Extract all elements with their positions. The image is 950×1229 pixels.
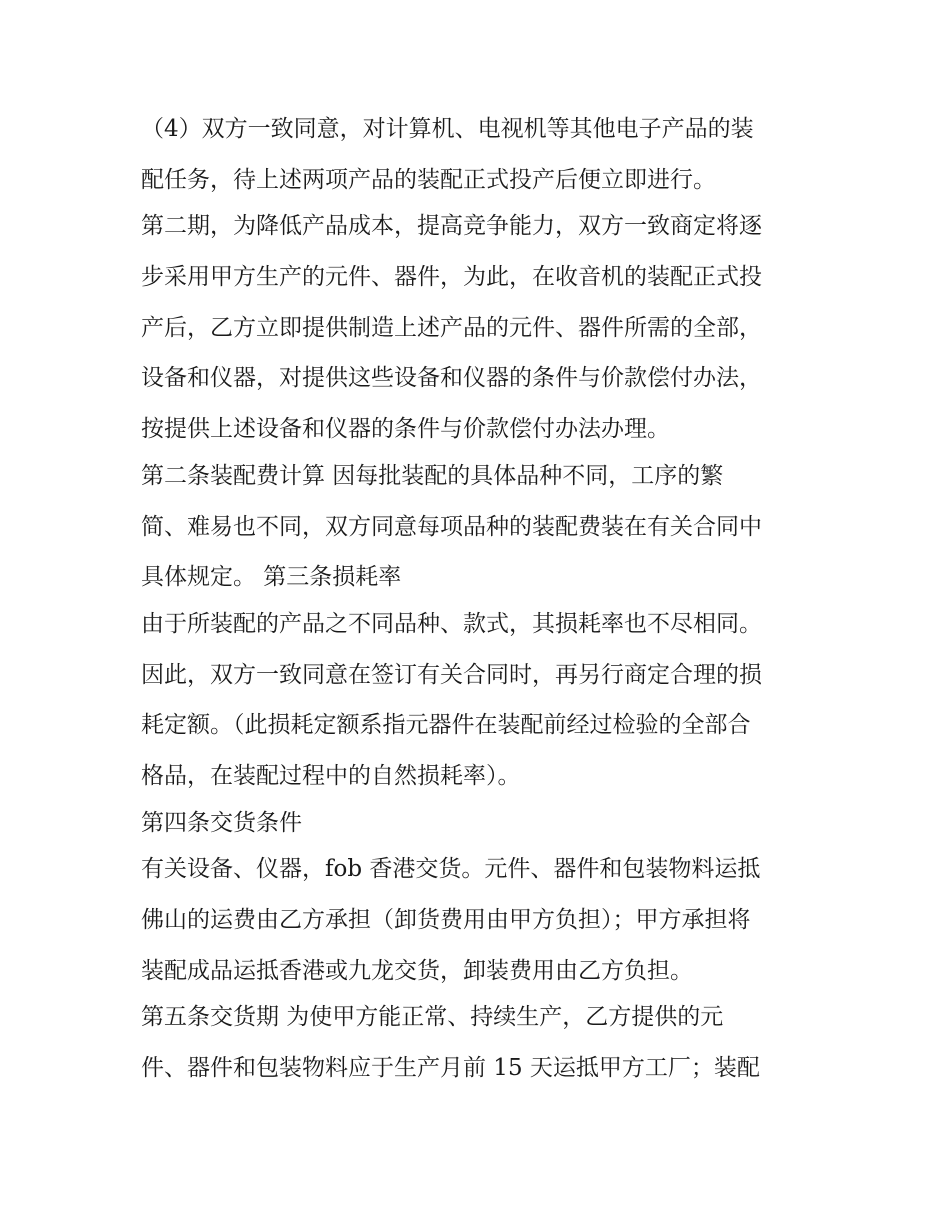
text-line-13: 耗定额。（此损耗定额系指元器件在装配前经过检验的全部合 [141,712,751,739]
text-line-19: 第五条交货期 为使甲方能正常、持续生产，乙方提供的元 [141,1004,724,1031]
text-line-16: 有关设备、仪器，fob 香港交货。元件、器件和包装物料运抵 [141,856,761,883]
text-line-12: 因此，双方一致同意在签订有关合同时，再另行商定合理的损 [141,661,762,688]
text-line-4: 步采用甲方生产的元件、器件，为此，在收音机的装配正式投 [141,264,762,291]
text-line-10: 具体规定。 第三条损耗率 [141,564,402,591]
text-line-7: 按提供上述设备和仪器的条件与价款偿付办法办理。 [141,416,670,443]
document-body [141,112,831,1086]
text-line-8: 第二条装配费计算 因每批装配的具体品种不同，工序的繁 [141,462,724,489]
text-line-18: 装配成品运抵香港或九龙交货，卸装费用由乙方负担。 [141,957,693,984]
text-line-6: 设备和仪器，对提供这些设备和仪器的条件与价款偿付办法， [141,365,762,392]
text-line-20: 件、器件和包装物料应于生产月前 15 天运抵甲方工厂；装配 [141,1055,760,1082]
text-line-15: 第四条交货条件 [141,809,302,836]
text-line-1: （4）双方一致同意，对计算机、电视机等其他电子产品的装 [141,116,754,142]
text-line-5: 产后，乙方立即提供制造上述产品的元件、器件所需的全部， [141,314,762,341]
text-line-17: 佛山的运费由乙方承担（卸货费用由甲方负担）；甲方承担将 [141,907,751,933]
text-line-2: 配任务，待上述两项产品的装配正式投产后便立即进行。 [141,166,716,193]
text-line-14: 格品，在装配过程中的自然损耗率）。 [141,762,521,789]
text-line-11: 由于所装配的产品之不同品种、款式，其损耗率也不尽相同。 [141,610,762,637]
text-line-9: 简、难易也不同，双方同意每项品种的装配费装在有关合同中 [141,513,762,540]
text-line-3: 第二期，为降低产品成本，提高竞争能力，双方一致商定将逐 [141,213,762,240]
